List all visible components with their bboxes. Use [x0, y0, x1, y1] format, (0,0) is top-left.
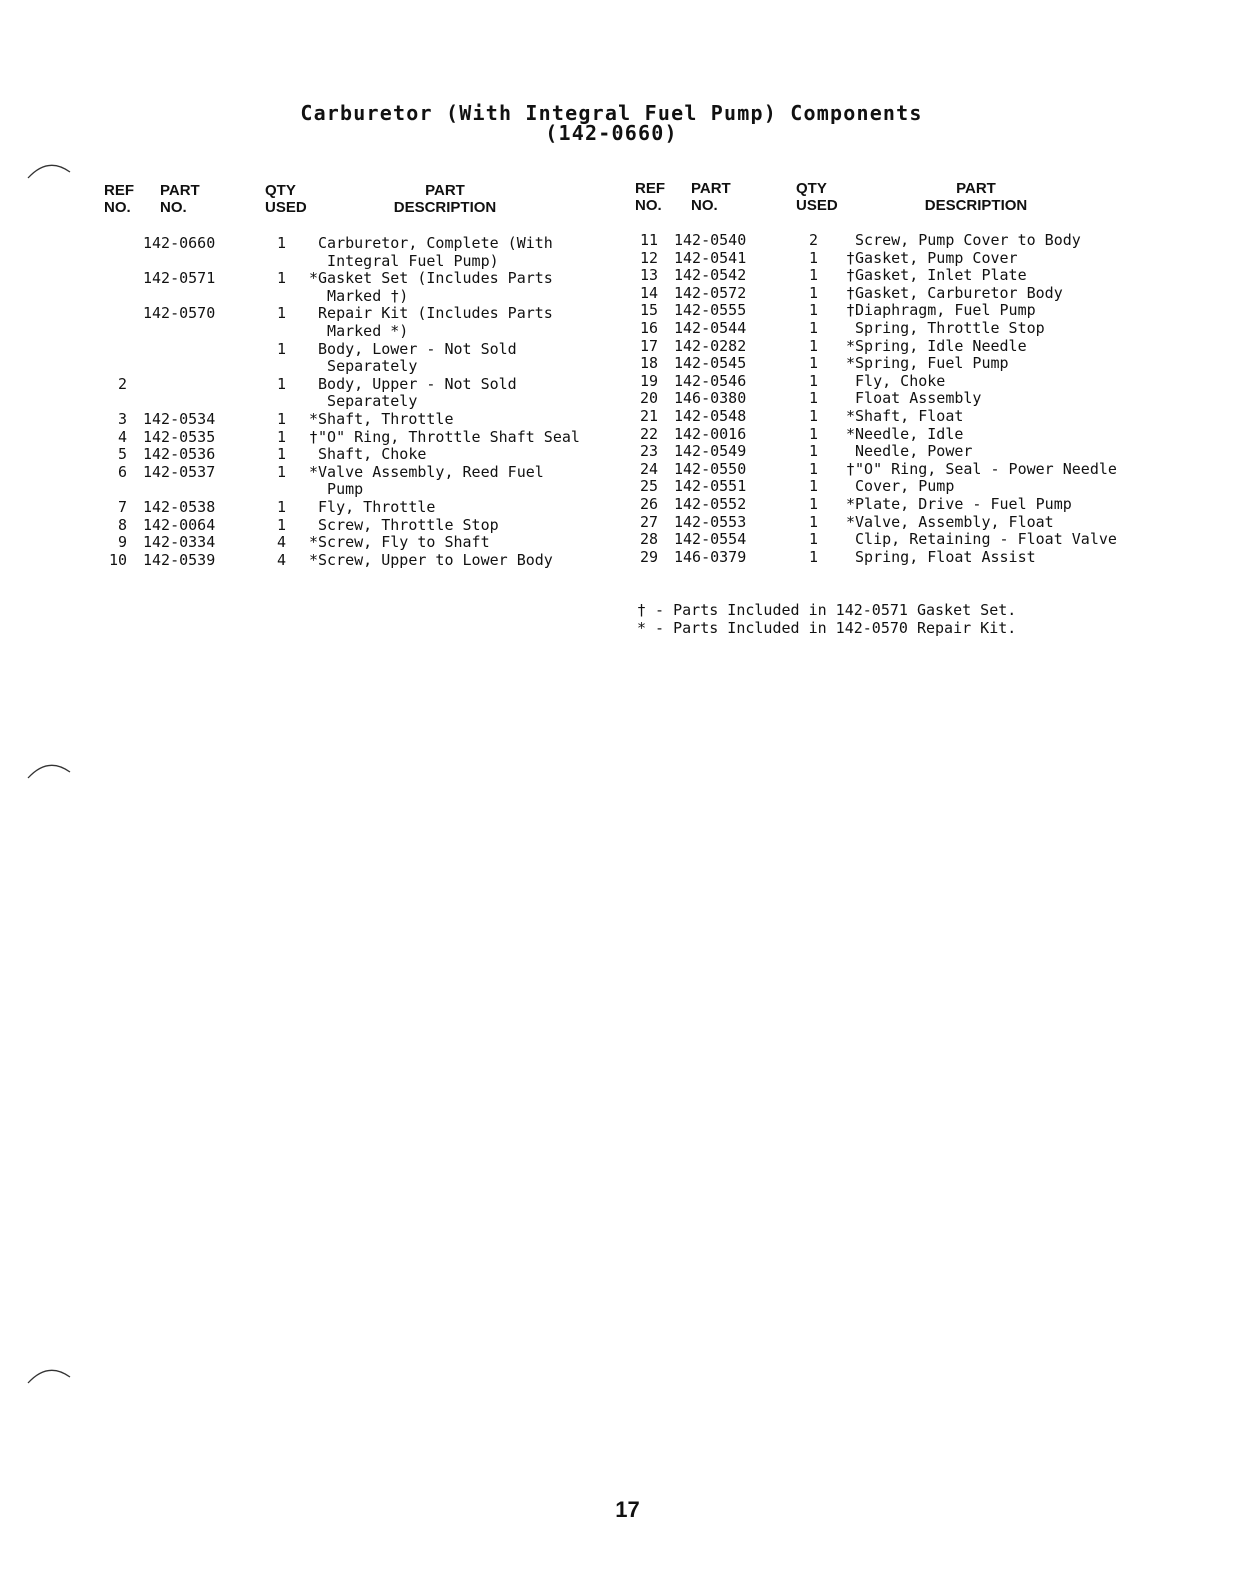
ref-no: 15 — [639, 301, 658, 320]
ref-no: 16 — [639, 318, 658, 337]
qty-used: 1 — [277, 409, 287, 428]
ref-no: 25 — [639, 477, 658, 496]
part-description: *Plate, Drive - Fuel Pump — [846, 494, 1072, 513]
part-no: 142-0334 — [143, 533, 216, 552]
part-no: 146-0380 — [674, 389, 747, 408]
part-description: †Diaphragm, Fuel Pump — [846, 301, 1036, 320]
ref-no: 13 — [639, 266, 658, 285]
part-description: Separately — [309, 357, 418, 376]
qty-used: 1 — [809, 547, 819, 566]
qty-used: 2 — [809, 231, 819, 249]
left-header-desc: PART DESCRIPTION — [393, 182, 497, 216]
ref-no: 12 — [639, 248, 658, 267]
part-no: 142-0542 — [674, 266, 747, 285]
qty-used: 1 — [277, 234, 287, 252]
punch-hole-arc-icon — [26, 158, 74, 182]
ref-no: 22 — [639, 424, 658, 443]
part-description: Fly, Throttle — [309, 497, 436, 516]
part-description: Fly, Choke — [846, 371, 946, 390]
right-header-qty: QTY USED — [796, 180, 838, 214]
part-description: Screw, Throttle Stop — [309, 515, 499, 534]
part-description: *Valve, Assembly, Float — [846, 512, 1054, 531]
ref-no: 26 — [639, 494, 658, 513]
qty-used: 1 — [277, 445, 287, 464]
part-no: 142-0541 — [674, 248, 747, 267]
part-no: 142-0555 — [674, 301, 747, 320]
ref-no: 11 — [639, 231, 658, 249]
ref-no: 21 — [639, 406, 658, 425]
qty-used: 1 — [809, 530, 819, 549]
qty-used: 1 — [809, 371, 819, 390]
part-description: *Valve Assembly, Reed Fuel — [309, 462, 544, 481]
qty-used: 1 — [809, 283, 819, 302]
qty-used: 1 — [809, 389, 819, 408]
ref-no: 7 — [117, 497, 127, 516]
part-description: Marked *) — [309, 321, 409, 340]
ref-no: 20 — [639, 389, 658, 408]
ref-no: 8 — [117, 515, 127, 534]
right-header-part: PART NO. — [691, 180, 731, 214]
ref-no: 9 — [117, 533, 127, 552]
qty-used: 1 — [277, 339, 287, 358]
part-description: Carburetor, Complete (With — [309, 234, 553, 252]
part-no: 142-0545 — [674, 354, 747, 373]
qty-used: 1 — [277, 497, 287, 516]
part-description: Screw, Pump Cover to Body — [846, 231, 1081, 249]
part-description: Spring, Float Assist — [846, 547, 1036, 566]
qty-used: 1 — [809, 266, 819, 285]
part-no: 142-0536 — [143, 445, 216, 464]
note-repair-kit: * - Parts Included in 142-0570 Repair Kit. — [637, 619, 1017, 637]
ref-no: 29 — [639, 547, 658, 566]
part-description: †"O" Ring, Seal - Power Needle — [846, 459, 1117, 478]
part-description: †"O" Ring, Throttle Shaft Seal — [309, 427, 580, 446]
part-description: Shaft, Choke — [309, 445, 427, 464]
part-no: 142-0534 — [143, 409, 216, 428]
part-no: 142-0551 — [674, 477, 747, 496]
part-description: Clip, Retaining - Float Valve — [846, 530, 1117, 549]
qty-used: 1 — [809, 424, 819, 443]
part-description: Spring, Throttle Stop — [846, 318, 1045, 337]
part-description: *Spring, Idle Needle — [846, 336, 1027, 355]
qty-used: 1 — [809, 336, 819, 355]
qty-used: 4 — [277, 550, 287, 569]
left-header-ref: REF NO. — [104, 182, 134, 216]
part-description: *Gasket Set (Includes Parts — [309, 269, 553, 288]
part-no: 142-0282 — [674, 336, 747, 355]
part-no: 142-0540 — [674, 231, 747, 249]
part-description: Float Assembly — [846, 389, 982, 408]
qty-used: 1 — [809, 442, 819, 461]
part-no: 142-0571 — [143, 269, 216, 288]
part-description: Needle, Power — [846, 442, 973, 461]
qty-used: 1 — [809, 301, 819, 320]
part-no: 142-0538 — [143, 497, 216, 516]
right-header-desc: PART DESCRIPTION — [924, 180, 1028, 214]
ref-no: 28 — [639, 530, 658, 549]
part-description: Marked †) — [309, 286, 409, 305]
ref-no: 4 — [117, 427, 127, 446]
part-no: 142-0016 — [674, 424, 747, 443]
ref-no: 27 — [639, 512, 658, 531]
part-description: Separately — [309, 392, 418, 411]
ref-no: 19 — [639, 371, 658, 390]
part-no: 142-0552 — [674, 494, 747, 513]
ref-no: 17 — [639, 336, 658, 355]
page-title: Carburetor (With Integral Fuel Pump) Components — [300, 101, 923, 125]
part-no: 142-0553 — [674, 512, 747, 531]
qty-used: 1 — [277, 462, 287, 481]
right-header-ref: REF NO. — [635, 180, 665, 214]
note-gasket-set: † - Parts Included in 142-0571 Gasket Set. — [637, 601, 1017, 619]
part-no: 142-0572 — [674, 283, 747, 302]
qty-used: 1 — [277, 427, 287, 446]
qty-used: 1 — [809, 354, 819, 373]
punch-hole-arc-icon — [26, 1363, 74, 1387]
part-no: 142-0537 — [143, 462, 216, 481]
qty-used: 1 — [277, 304, 287, 323]
part-no: 142-0546 — [674, 371, 747, 390]
page-number-wrap — [0, 1497, 1233, 1523]
part-no: 142-0554 — [674, 530, 747, 549]
part-description: Pump — [309, 480, 364, 499]
part-description: *Shaft, Float — [846, 406, 964, 425]
qty-used: 1 — [277, 269, 287, 288]
part-no: 142-0570 — [143, 304, 216, 323]
ref-no: 23 — [639, 442, 658, 461]
part-no: 142-0535 — [143, 427, 216, 446]
part-description: *Shaft, Throttle — [309, 409, 454, 428]
page-number: 17 — [615, 1497, 640, 1522]
part-description: Body, Upper - Not Sold — [309, 374, 517, 393]
ref-no: 18 — [639, 354, 658, 373]
part-description: *Spring, Fuel Pump — [846, 354, 1009, 373]
part-description: Repair Kit (Includes Parts — [309, 304, 553, 323]
legend-notes — [637, 601, 1016, 637]
ref-no: 3 — [117, 409, 127, 428]
part-description: †Gasket, Pump Cover — [846, 248, 1018, 267]
title-block — [0, 103, 1233, 143]
qty-used: 1 — [809, 477, 819, 496]
qty-used: 4 — [277, 533, 287, 552]
qty-used: 1 — [277, 374, 287, 393]
qty-used: 1 — [809, 318, 819, 337]
qty-used: 1 — [809, 406, 819, 425]
ref-no: 2 — [117, 374, 127, 393]
qty-used: 1 — [809, 248, 819, 267]
part-description: *Screw, Fly to Shaft — [309, 533, 490, 552]
qty-used: 1 — [277, 515, 287, 534]
left-header-part: PART NO. — [160, 182, 200, 216]
part-description: †Gasket, Carburetor Body — [846, 283, 1063, 302]
part-no: 142-0660 — [143, 234, 216, 252]
ref-no: 24 — [639, 459, 658, 478]
punch-hole-arc-icon — [26, 758, 74, 782]
qty-used: 1 — [809, 512, 819, 531]
part-no: 142-0550 — [674, 459, 747, 478]
part-description: †Gasket, Inlet Plate — [846, 266, 1027, 285]
part-description: Body, Lower - Not Sold — [309, 339, 517, 358]
part-description: Cover, Pump — [846, 477, 955, 496]
ref-no: 14 — [639, 283, 658, 302]
part-description: *Screw, Upper to Lower Body — [309, 550, 553, 569]
page-subtitle: (142-0660) — [545, 121, 678, 145]
part-no: 146-0379 — [674, 547, 747, 566]
part-description: *Needle, Idle — [846, 424, 964, 443]
qty-used: 1 — [809, 494, 819, 513]
ref-no: 5 — [117, 445, 127, 464]
qty-used: 1 — [809, 459, 819, 478]
ref-no: 6 — [117, 462, 127, 481]
part-no: 142-0064 — [143, 515, 216, 534]
left-header-qty: QTY USED — [265, 182, 307, 216]
part-no: 142-0548 — [674, 406, 747, 425]
ref-no: 10 — [108, 550, 127, 569]
part-no: 142-0544 — [674, 318, 747, 337]
part-no: 142-0549 — [674, 442, 747, 461]
part-description: Integral Fuel Pump) — [309, 251, 499, 270]
part-no: 142-0539 — [143, 550, 216, 569]
